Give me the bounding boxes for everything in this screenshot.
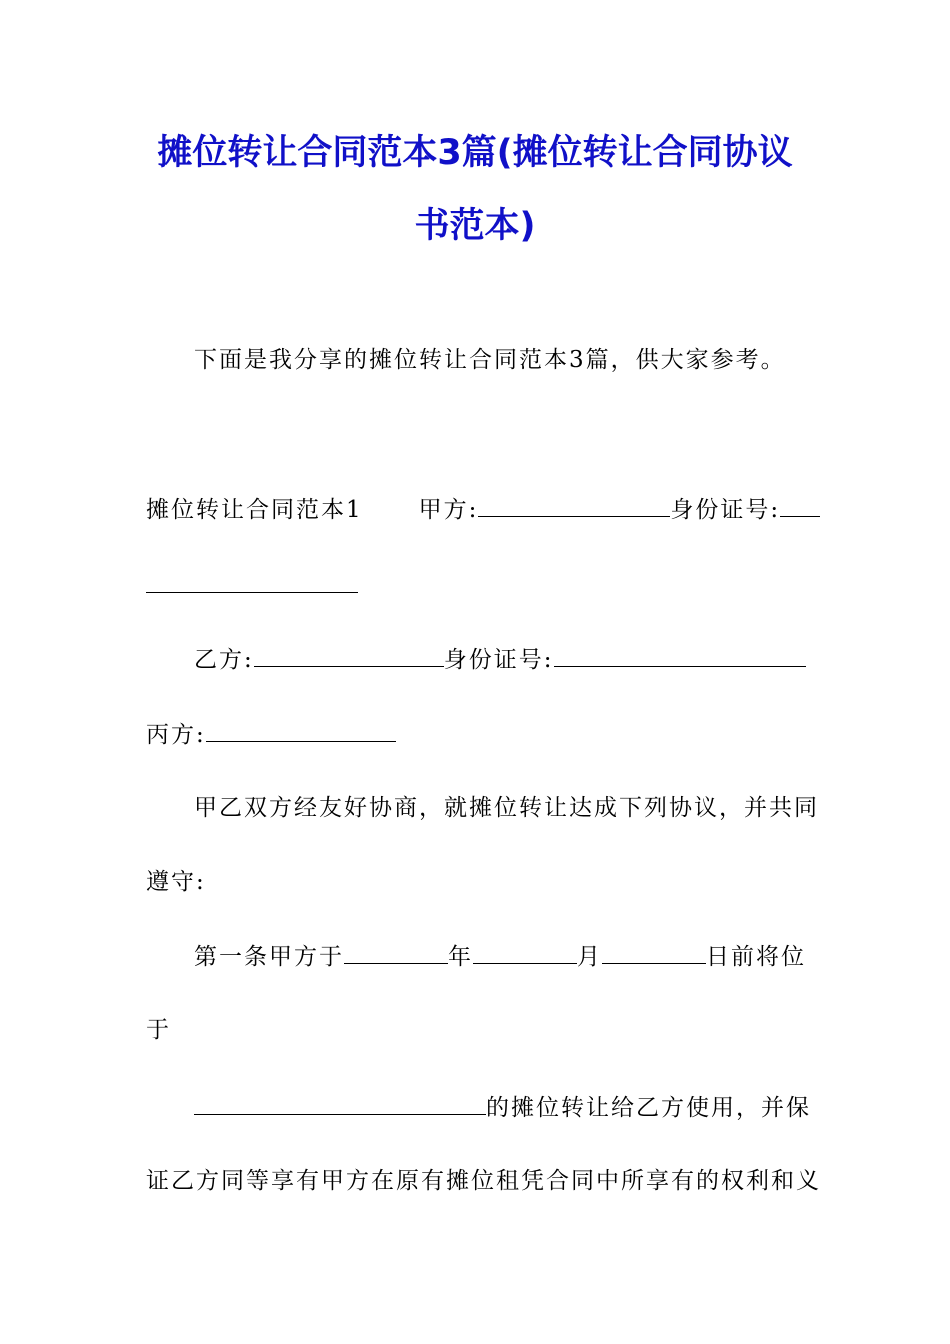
party-a-id-label: 身份证号: (670, 497, 781, 523)
party-a-blank (478, 498, 670, 517)
document-title-line2: 书范本) (414, 206, 536, 246)
party-a-id-blank-continued (146, 592, 358, 593)
article1-line1 (194, 945, 806, 969)
agreement-paragraph-line1: 甲乙双方经友好协商，就摊位转让达成下列协议，并共同 (194, 795, 819, 821)
article1-line3-text: 的摊位转让给乙方使用，并保 (486, 1095, 811, 1121)
intro-paragraph: 下面是我分享的摊位转让合同范本3篇，供大家参考。 (194, 347, 786, 373)
party-b-line (194, 648, 806, 672)
agreement-paragraph-line2: 遵守: (146, 869, 206, 895)
party-c-label: 丙方: (146, 722, 206, 748)
party-c-line (146, 723, 396, 747)
location-blank (194, 1096, 486, 1115)
party-b-blank (254, 648, 444, 667)
month-blank (473, 945, 577, 964)
article1-line3 (194, 1096, 811, 1120)
day-suffix: 日前将位 (706, 944, 806, 970)
party-b-id-blank (554, 648, 806, 667)
party-a-id-blank (780, 498, 820, 517)
article1-line4: 证乙方同等享有甲方在原有摊位租凭合同中所享有的权利和义 (146, 1168, 821, 1194)
sample-heading: 摊位转让合同范本1 (146, 497, 363, 523)
article1-prefix: 第一条甲方于 (194, 944, 344, 970)
party-a-label: 甲方: (418, 497, 479, 523)
article1-line2: 于 (146, 1017, 171, 1043)
day-blank (602, 945, 706, 964)
party-b-label: 乙方: (194, 647, 254, 673)
month-label: 月 (577, 944, 602, 970)
party-c-blank (206, 723, 396, 742)
party-b-id-label: 身份证号: (443, 647, 554, 673)
document-title-line1: 摊位转让合同范本3篇(摊位转让合同协议 (157, 133, 793, 173)
year-blank (344, 945, 448, 964)
year-label: 年 (448, 944, 473, 970)
party-a-line (146, 498, 820, 522)
